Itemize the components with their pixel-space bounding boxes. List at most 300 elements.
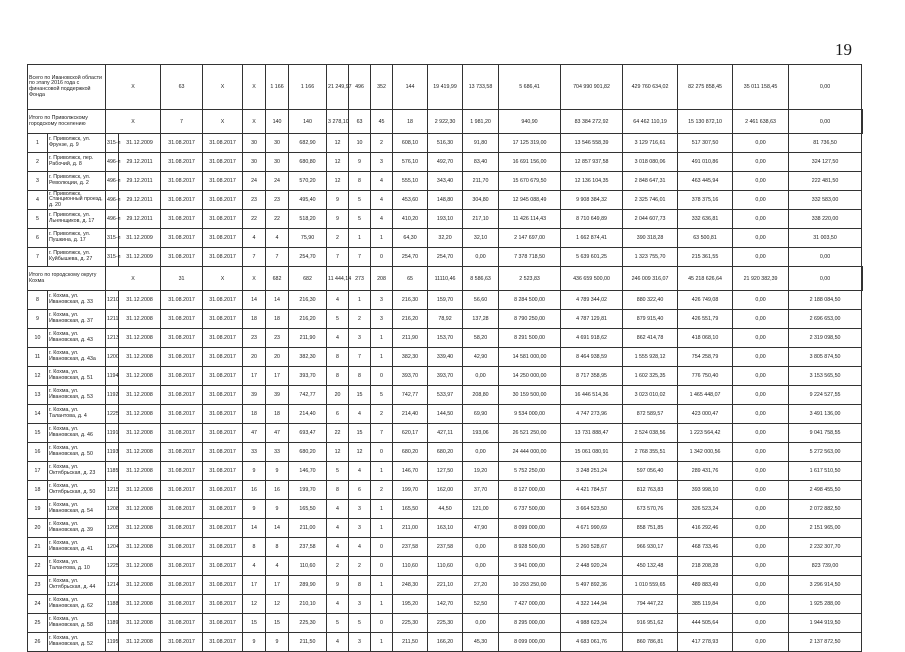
value-cell: 794 447,22	[623, 595, 678, 614]
value-cell: 4 322 144,94	[561, 595, 623, 614]
value-cell: 2 232 307,70	[789, 538, 862, 557]
document-cell: 1225	[106, 557, 119, 576]
value-cell: 2	[371, 481, 393, 500]
value-cell: 8 464 938,59	[561, 348, 623, 367]
value-cell: 570,20	[289, 172, 327, 191]
value-cell: 289 431,76	[678, 462, 733, 481]
table-row	[28, 134, 863, 153]
value-cell: 211,50	[393, 633, 428, 652]
value-cell: 742,77	[393, 386, 428, 405]
value-cell: 4	[243, 557, 266, 576]
table-row	[28, 557, 863, 576]
value-cell: 4	[349, 462, 371, 481]
value-cell: 237,58	[428, 538, 463, 557]
value-cell: 31.08.2017	[203, 557, 243, 576]
table-row	[28, 576, 863, 595]
value-cell: 0,00	[733, 386, 789, 405]
value-cell: 16	[243, 481, 266, 500]
table-row	[28, 248, 863, 267]
total-cell: 1 981,20	[463, 110, 499, 134]
value-cell: 4	[327, 633, 349, 652]
value-cell: 47	[243, 424, 266, 443]
value-cell: 12	[327, 153, 349, 172]
table-row	[28, 191, 863, 210]
value-cell: 31.08.2017	[161, 519, 203, 538]
value-cell: 1	[371, 595, 393, 614]
total-cell: 436 659 500,00	[561, 267, 623, 291]
value-cell: 1	[371, 348, 393, 367]
value-cell: 31.12.2009	[119, 229, 161, 248]
value-cell: 8 790 250,00	[499, 310, 561, 329]
document-cell: 1188	[106, 595, 119, 614]
value-cell: 1 602 325,35	[623, 367, 678, 386]
value-cell: 3 129 716,61	[623, 134, 678, 153]
value-cell: 3	[371, 153, 393, 172]
value-cell: 31.08.2017	[203, 172, 243, 191]
value-cell: 110,60	[289, 557, 327, 576]
value-cell: 0,00	[733, 443, 789, 462]
value-cell: 0,00	[733, 210, 789, 229]
value-cell: 31.08.2017	[161, 576, 203, 595]
total-label: Всего по Ивановской области по этапу 2016 года с финансовой поддержкой Фонда	[28, 65, 106, 110]
value-cell: 47	[266, 424, 289, 443]
value-cell: 31.08.2017	[203, 367, 243, 386]
value-cell: 162,00	[428, 481, 463, 500]
address-cell: г. Кохма, ул. Ивановская, д. 50	[48, 443, 106, 462]
value-cell: 208,80	[463, 386, 499, 405]
value-cell: 338 220,00	[789, 210, 862, 229]
value-cell: 2 151 965,00	[789, 519, 862, 538]
value-cell: 31 003,50	[789, 229, 862, 248]
value-cell: 0,00	[733, 367, 789, 386]
value-cell: 31.12.2008	[119, 538, 161, 557]
value-cell: 31.08.2017	[203, 538, 243, 557]
value-cell: 31.08.2017	[161, 191, 203, 210]
value-cell: 193,10	[428, 210, 463, 229]
value-cell: 4 988 623,24	[561, 614, 623, 633]
value-cell: 91,80	[463, 134, 499, 153]
total-cell: 682	[289, 267, 327, 291]
value-cell: 31.08.2017	[161, 538, 203, 557]
total-cell: 246 009 316,07	[623, 267, 678, 291]
row-number: 23	[28, 576, 48, 595]
value-cell: 0,00	[733, 229, 789, 248]
value-cell: 8	[327, 348, 349, 367]
value-cell: 4 671 990,69	[561, 519, 623, 538]
value-cell: 0,00	[733, 538, 789, 557]
value-cell: 426 749,08	[678, 291, 733, 310]
document-cell: 315-п	[106, 229, 119, 248]
value-cell: 410,20	[393, 210, 428, 229]
value-cell: 8	[243, 538, 266, 557]
value-cell: 393,70	[428, 367, 463, 386]
value-cell: 680,80	[289, 153, 327, 172]
value-cell: 39	[243, 386, 266, 405]
value-cell: 2	[327, 557, 349, 576]
value-cell: 1	[371, 633, 393, 652]
row-number: 11	[28, 348, 48, 367]
document-cell: 496-п	[106, 210, 119, 229]
value-cell: 1	[371, 329, 393, 348]
value-cell: 417 278,93	[678, 633, 733, 652]
document-cell: 1211	[106, 310, 119, 329]
value-cell: 2 696 653,00	[789, 310, 862, 329]
value-cell: 31.12.2008	[119, 576, 161, 595]
value-cell: 56,60	[463, 291, 499, 310]
table-row	[28, 595, 863, 614]
value-cell: 3	[349, 519, 371, 538]
total-cell	[862, 267, 863, 291]
value-cell: 4 683 061,76	[561, 633, 623, 652]
value-cell: 26 521 250,00	[499, 424, 561, 443]
total-cell: X	[106, 110, 161, 134]
row-number: 4	[28, 191, 48, 210]
document-cell: 1214	[106, 576, 119, 595]
value-cell: 19,20	[463, 462, 499, 481]
value-cell: 31.08.2017	[161, 291, 203, 310]
value-cell: 31.12.2008	[119, 557, 161, 576]
row-number: 2	[28, 153, 48, 172]
value-cell: 13 731 888,47	[561, 424, 623, 443]
value-cell: 0,00	[733, 405, 789, 424]
value-cell: 210,10	[289, 595, 327, 614]
table-row	[28, 481, 863, 500]
address-cell: г. Кохма, ул. Ивановская, д. 51	[48, 367, 106, 386]
value-cell: 3	[371, 310, 393, 329]
table-row	[28, 424, 863, 443]
value-cell: 17	[266, 576, 289, 595]
value-cell: 3 296 914,50	[789, 576, 862, 595]
value-cell: 463 445,94	[678, 172, 733, 191]
value-cell: 163,10	[428, 519, 463, 538]
value-cell: 332 583,00	[789, 191, 862, 210]
value-cell: 426 551,79	[678, 310, 733, 329]
value-cell: 673 570,76	[623, 500, 678, 519]
value-cell: 17	[243, 576, 266, 595]
value-cell: 216,20	[393, 310, 428, 329]
value-cell: 211,90	[393, 329, 428, 348]
total-cell: 7	[161, 110, 203, 134]
value-cell: 518,20	[289, 210, 327, 229]
value-cell: 31.12.2008	[119, 614, 161, 633]
address-cell: г. Кохма, ул. Ивановская, д. 46	[48, 424, 106, 443]
value-cell: 31.08.2017	[161, 424, 203, 443]
total-cell: 2 461 638,63	[733, 110, 789, 134]
value-cell: 680,20	[428, 443, 463, 462]
value-cell: 121,00	[463, 500, 499, 519]
value-cell: 3	[371, 291, 393, 310]
value-cell: 31.08.2017	[161, 348, 203, 367]
value-cell: 0,00	[733, 329, 789, 348]
value-cell: 3 664 523,50	[561, 500, 623, 519]
value-cell: 31.12.2008	[119, 481, 161, 500]
value-cell: 110,60	[393, 557, 428, 576]
value-cell: 489 883,49	[678, 576, 733, 595]
address-cell: г. Приволжск, ул. Льнянщиков, д. 17	[48, 210, 106, 229]
value-cell: 166,20	[428, 633, 463, 652]
value-cell: 15	[349, 386, 371, 405]
value-cell: 10	[349, 134, 371, 153]
value-cell: 3	[349, 595, 371, 614]
value-cell: 3	[349, 500, 371, 519]
value-cell: 31.08.2017	[161, 248, 203, 267]
value-cell: 5	[349, 614, 371, 633]
value-cell: 144,50	[428, 405, 463, 424]
value-cell: 23	[266, 191, 289, 210]
value-cell: 27,20	[463, 576, 499, 595]
total-label: Итого по Приволжскому городскому поселению	[28, 110, 106, 134]
total-label: Итого по городскому округу Кохма	[28, 267, 106, 291]
value-cell: 193,06	[463, 424, 499, 443]
value-cell: 3	[349, 329, 371, 348]
value-cell: 8 928 500,00	[499, 538, 561, 557]
value-cell: 533,97	[428, 386, 463, 405]
document-cell: 315-п	[106, 248, 119, 267]
value-cell: 237,58	[289, 538, 327, 557]
address-cell: г. Кохма, ул. Октябрьская, д. 50	[48, 481, 106, 500]
value-cell: 2 524 038,56	[623, 424, 678, 443]
value-cell: 31.08.2017	[161, 462, 203, 481]
value-cell: 4	[371, 172, 393, 191]
value-cell: 2 448 920,24	[561, 557, 623, 576]
value-cell: 453,60	[393, 191, 428, 210]
value-cell: 4	[266, 229, 289, 248]
value-cell: 4	[327, 291, 349, 310]
table-row	[28, 310, 863, 329]
total-row-region: Всего по Ивановской области по этапу 2016 года с финансовой поддержкой Фонда X 63 X X 1 166 1 166 21 249,97 496 352 144 19 419,99 13 733,58 5 686,41 704 990 901,82 429 760 634,02 82 275 858,45 35 011 158,45 0,00	[28, 65, 863, 110]
value-cell: 879 915,40	[623, 310, 678, 329]
address-cell: г. Кохма, ул. Ивановская, д. 54	[48, 500, 106, 519]
address-cell: г. Кохма, ул. Ивановская, д. 41	[48, 538, 106, 557]
value-cell: 0,00	[733, 595, 789, 614]
row-number: 24	[28, 595, 48, 614]
value-cell: 1 223 564,42	[678, 424, 733, 443]
value-cell: 555,10	[393, 172, 428, 191]
total-cell: 682	[266, 267, 289, 291]
table-row	[28, 210, 863, 229]
value-cell: 2 848 647,31	[623, 172, 678, 191]
value-cell: 608,10	[393, 134, 428, 153]
table-row	[28, 386, 863, 405]
value-cell: 222 481,50	[789, 172, 862, 191]
value-cell: 872 589,57	[623, 405, 678, 424]
value-cell: 385 119,84	[678, 595, 733, 614]
value-cell: 450 132,48	[623, 557, 678, 576]
document-cell: 1215	[106, 481, 119, 500]
value-cell: 1 617 510,50	[789, 462, 862, 481]
value-cell: 0,00	[733, 291, 789, 310]
value-cell: 7 378 718,50	[499, 248, 561, 267]
total-cell: 11 444,14	[327, 267, 349, 291]
value-cell: 7	[349, 348, 371, 367]
document-cell: 1208	[106, 500, 119, 519]
value-cell: 31.08.2017	[203, 462, 243, 481]
value-cell: 31.12.2008	[119, 367, 161, 386]
value-cell: 1	[349, 291, 371, 310]
value-cell: 7	[327, 248, 349, 267]
table-row	[28, 519, 863, 538]
value-cell: 4 747 273,96	[561, 405, 623, 424]
value-cell: 1 944 919,50	[789, 614, 862, 633]
value-cell: 1 323 755,70	[623, 248, 678, 267]
address-cell: г. Кохма, ул. Ивановская, д. 52	[48, 633, 106, 652]
total-cell: 940,90	[499, 110, 561, 134]
document-cell: 1191	[106, 424, 119, 443]
row-number: 26	[28, 633, 48, 652]
table-row	[28, 462, 863, 481]
total-cell: 83 384 272,92	[561, 110, 623, 134]
value-cell: 78,92	[428, 310, 463, 329]
value-cell: 427,11	[428, 424, 463, 443]
value-cell: 31.08.2017	[203, 191, 243, 210]
value-cell: 16	[266, 481, 289, 500]
value-cell: 254,70	[289, 248, 327, 267]
row-number: 8	[28, 291, 48, 310]
value-cell: 4	[327, 538, 349, 557]
row-number: 18	[28, 481, 48, 500]
value-cell: 31.12.2008	[119, 424, 161, 443]
value-cell: 8	[349, 576, 371, 595]
value-cell: 492,70	[428, 153, 463, 172]
total-cell: 18	[393, 110, 428, 134]
value-cell: 5	[327, 462, 349, 481]
value-cell: 2 325 746,01	[623, 191, 678, 210]
address-cell: г. Приволжск, ул. Пушкина, д. 17	[48, 229, 106, 248]
value-cell: 326 523,24	[678, 500, 733, 519]
value-cell: 12	[349, 443, 371, 462]
document-cell: 1204	[106, 538, 119, 557]
value-cell: 6	[327, 405, 349, 424]
value-cell: 0,00	[733, 500, 789, 519]
value-cell: 4	[327, 595, 349, 614]
row-number: 13	[28, 386, 48, 405]
value-cell: 31.08.2017	[203, 633, 243, 652]
value-cell: 31.08.2017	[161, 310, 203, 329]
value-cell: 491 010,86	[678, 153, 733, 172]
value-cell: 860 786,81	[623, 633, 678, 652]
value-cell: 693,47	[289, 424, 327, 443]
value-cell: 3 248 251,24	[561, 462, 623, 481]
value-cell: 620,17	[393, 424, 428, 443]
total-row-privolzhsk	[28, 110, 863, 134]
value-cell: 597 056,40	[623, 462, 678, 481]
value-cell: 8	[349, 172, 371, 191]
row-number: 17	[28, 462, 48, 481]
value-cell: 31.12.2008	[119, 595, 161, 614]
value-cell: 9	[266, 462, 289, 481]
value-cell: 2	[327, 229, 349, 248]
value-cell: 146,70	[393, 462, 428, 481]
value-cell: 2 137 872,50	[789, 633, 862, 652]
value-cell: 52,50	[463, 595, 499, 614]
value-cell: 966 930,17	[623, 538, 678, 557]
value-cell: 0,00	[733, 481, 789, 500]
value-cell: 1	[371, 229, 393, 248]
value-cell: 7	[243, 248, 266, 267]
value-cell: 31.08.2017	[161, 153, 203, 172]
value-cell: 3 805 874,50	[789, 348, 862, 367]
value-cell: 4	[349, 405, 371, 424]
value-cell: 14 581 000,00	[499, 348, 561, 367]
total-cell: 208	[371, 267, 393, 291]
address-cell: г. Кохма, ул. Ивановская, д. 53	[48, 386, 106, 405]
value-cell: 393,70	[393, 367, 428, 386]
document-cell: 1225	[106, 405, 119, 424]
value-cell: 9 534 000,00	[499, 405, 561, 424]
value-cell: 16 446 514,36	[561, 386, 623, 405]
value-cell: 31.08.2017	[161, 595, 203, 614]
total-cell: 0,00	[789, 267, 862, 291]
value-cell: 8	[327, 481, 349, 500]
total-cell: 21 920 382,39	[733, 267, 789, 291]
value-cell: 15	[349, 424, 371, 443]
value-cell: 18	[243, 310, 266, 329]
value-cell: 248,30	[393, 576, 428, 595]
value-cell: 31.08.2017	[203, 443, 243, 462]
page-number: 19	[835, 40, 852, 59]
value-cell: 31.08.2017	[203, 291, 243, 310]
value-cell: 0	[371, 557, 393, 576]
row-number: 12	[28, 367, 48, 386]
address-cell: г. Кохма, ул. Талантова, д. 10	[48, 557, 106, 576]
value-cell: 4	[327, 519, 349, 538]
row-number: 3	[28, 172, 48, 191]
value-cell: 23	[243, 329, 266, 348]
document-cell: 315-п	[106, 134, 119, 153]
value-cell: 31.12.2008	[119, 443, 161, 462]
total-cell: 65	[393, 267, 428, 291]
value-cell: 22	[327, 424, 349, 443]
value-cell: 31.08.2017	[161, 210, 203, 229]
value-cell: 17 125 319,00	[499, 134, 561, 153]
value-cell: 0,00	[463, 557, 499, 576]
value-cell: 0,00	[463, 367, 499, 386]
table-row	[28, 229, 863, 248]
value-cell: 4	[371, 191, 393, 210]
value-cell: 0,00	[733, 348, 789, 367]
row-number: 21	[28, 538, 48, 557]
value-cell: 4 789 344,02	[561, 291, 623, 310]
address-cell: г. Кохма, ул. Октябрьская, д. 23	[48, 462, 106, 481]
value-cell: 211,90	[289, 329, 327, 348]
address-cell: г. Кохма, ул. Талантова, д. 4	[48, 405, 106, 424]
value-cell: 31.08.2017	[203, 210, 243, 229]
value-cell: 0	[371, 367, 393, 386]
value-cell: 0,00	[463, 248, 499, 267]
value-cell: 211,50	[289, 633, 327, 652]
value-cell: 12 945 088,49	[499, 191, 561, 210]
value-cell: 0,00	[733, 310, 789, 329]
value-cell: 31.08.2017	[203, 329, 243, 348]
value-cell: 30	[266, 153, 289, 172]
value-cell: 4	[266, 557, 289, 576]
value-cell: 0	[371, 538, 393, 557]
value-cell: 0,00	[463, 443, 499, 462]
total-cell: 2 922,30	[428, 110, 463, 134]
value-cell: 24 444 000,00	[499, 443, 561, 462]
value-cell: 3 153 565,50	[789, 367, 862, 386]
value-cell: 31.08.2017	[203, 576, 243, 595]
value-cell: 30 159 500,00	[499, 386, 561, 405]
value-cell: 31.08.2017	[203, 248, 243, 267]
value-cell: 2 188 084,50	[789, 291, 862, 310]
value-cell: 31.08.2017	[203, 386, 243, 405]
value-cell: 31.12.2008	[119, 519, 161, 538]
value-cell: 31.08.2017	[203, 500, 243, 519]
value-cell: 5	[327, 614, 349, 633]
value-cell: 217,10	[463, 210, 499, 229]
value-cell: 2	[371, 405, 393, 424]
